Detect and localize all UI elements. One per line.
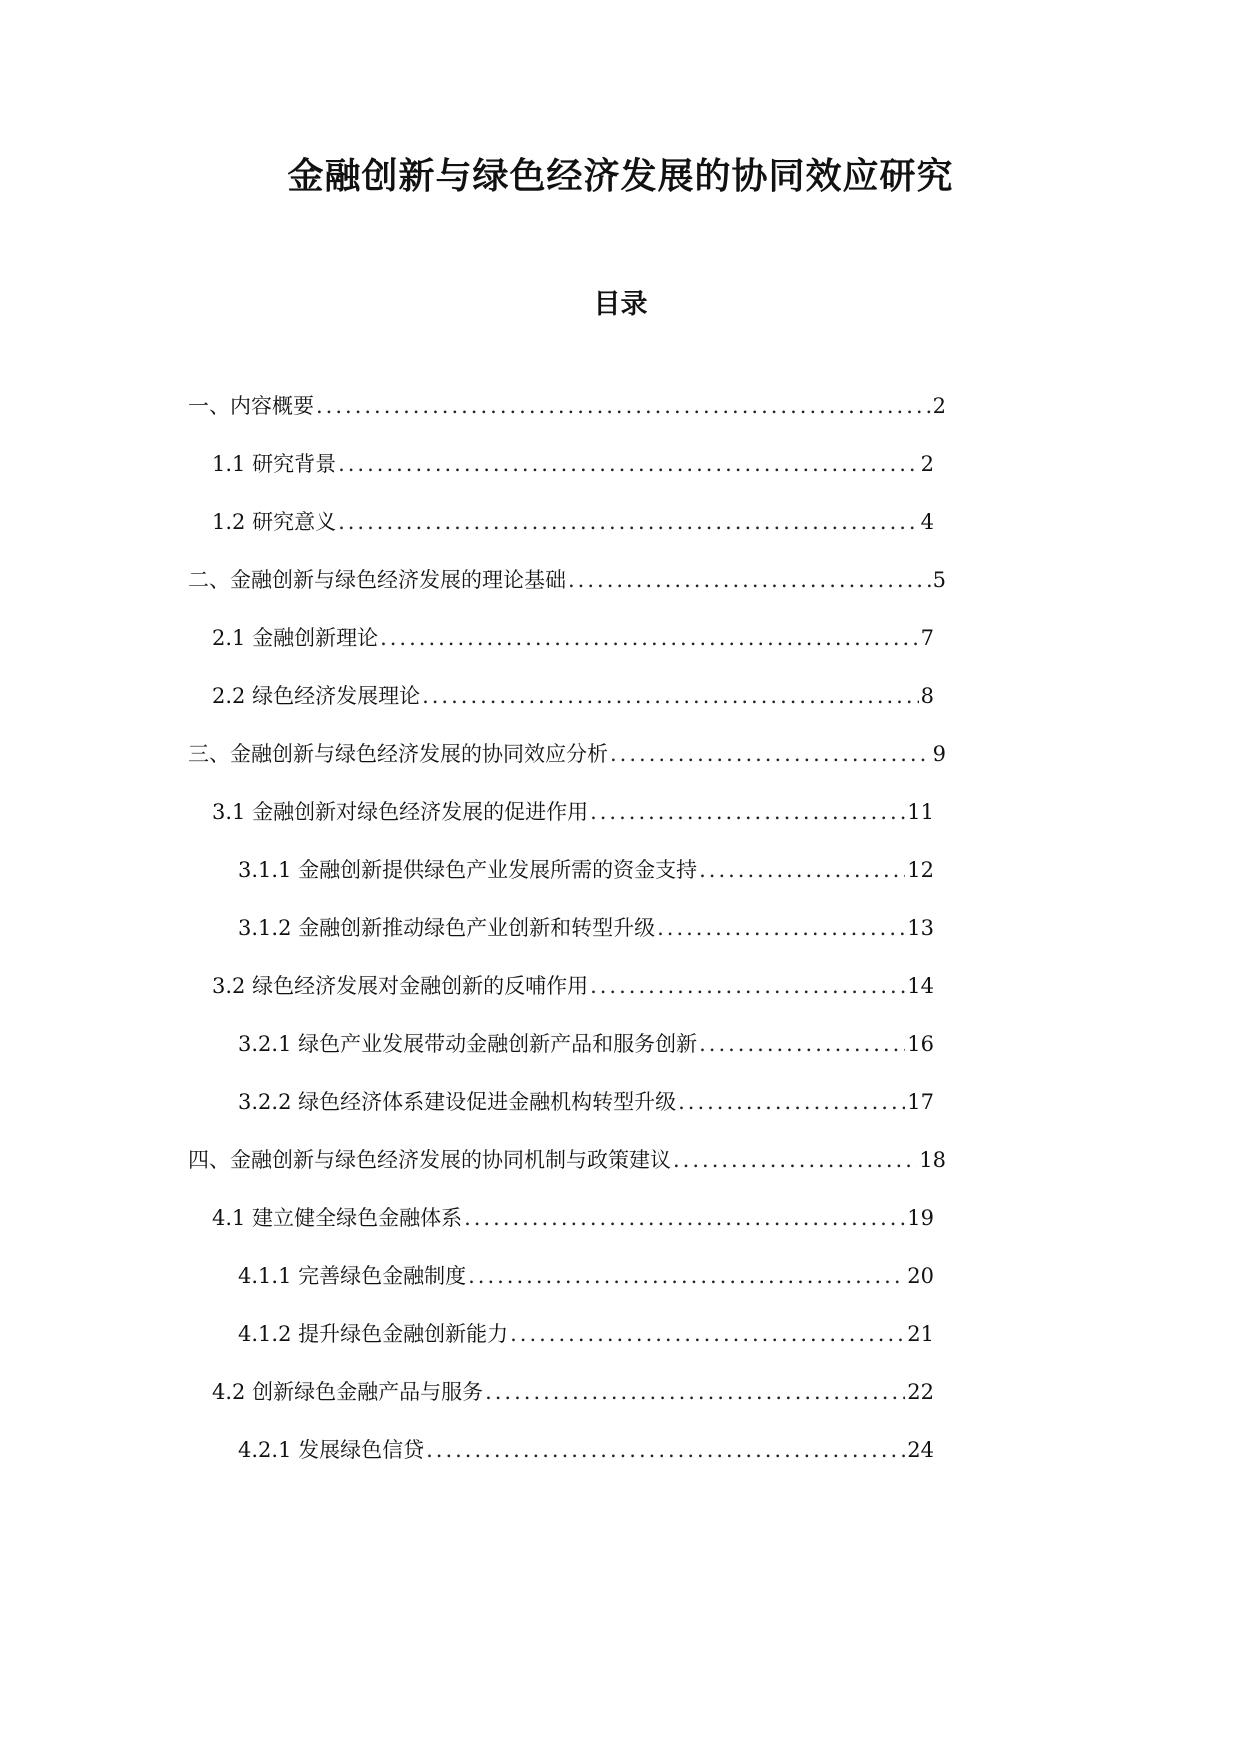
toc-entry-label: 3.1.2 金融创新推动绿色产业创新和转型升级 xyxy=(238,916,656,940)
toc-dot-leader xyxy=(338,444,919,484)
toc-entry[interactable] xyxy=(238,1430,934,1470)
toc-dot-leader xyxy=(338,502,919,542)
toc-entry[interactable] xyxy=(238,908,934,948)
toc-dot-leader xyxy=(485,1372,905,1412)
toc-entry-page: 4 xyxy=(920,510,934,534)
toc-entry[interactable] xyxy=(212,792,934,832)
toc-entry-page: 16 xyxy=(907,1032,934,1056)
toc-entry-label: 4.2.1 发展绿色信贷 xyxy=(238,1438,425,1462)
toc-entry-page: 2 xyxy=(920,452,934,476)
toc-entry[interactable] xyxy=(238,1256,934,1296)
toc-dot-leader xyxy=(510,1314,905,1354)
toc-entry-page: 20 xyxy=(907,1264,934,1288)
toc-entry[interactable] xyxy=(212,966,934,1006)
toc-entry-label: 3.2.2 绿色经济体系建设促进金融机构转型升级 xyxy=(238,1090,677,1114)
toc-entry-page: 24 xyxy=(907,1438,934,1462)
toc-entry-label: 4.2 创新绿色金融产品与服务 xyxy=(212,1380,484,1404)
toc-entry-page: 19 xyxy=(907,1206,934,1230)
toc-dot-leader xyxy=(673,1140,917,1180)
toc-entry-page: 7 xyxy=(920,626,934,650)
toc-entry-page: 22 xyxy=(907,1380,934,1404)
toc-entry[interactable] xyxy=(188,1140,946,1180)
toc-entry-label: 二、金融创新与绿色经济发展的理论基础 xyxy=(188,568,566,592)
document-title: 金融创新与绿色经济发展的协同效应研究 xyxy=(287,155,954,197)
toc-entry-page: 12 xyxy=(907,858,934,882)
toc-entry[interactable] xyxy=(212,1198,934,1238)
toc-entry[interactable] xyxy=(188,386,946,426)
toc-entry-label: 3.2.1 绿色产业发展带动金融创新产品和服务创新 xyxy=(238,1032,698,1056)
toc-dot-leader xyxy=(568,560,931,600)
toc-dot-leader xyxy=(422,676,919,716)
toc-entry-label: 4.1 建立健全绿色金融体系 xyxy=(212,1206,463,1230)
toc-entry[interactable] xyxy=(238,850,934,890)
toc-entry-label: 2.1 金融创新理论 xyxy=(212,626,379,650)
toc-entry[interactable] xyxy=(238,1082,934,1122)
toc-dot-leader xyxy=(426,1430,905,1470)
toc-entry-label: 4.1.2 提升绿色金融创新能力 xyxy=(238,1322,509,1346)
toc-entry-page: 21 xyxy=(907,1322,934,1346)
toc-entry-label: 一、内容概要 xyxy=(188,394,314,418)
toc-entry-page: 17 xyxy=(907,1090,934,1114)
toc-entry-label: 4.1.1 完善绿色金融制度 xyxy=(238,1264,467,1288)
toc-entry[interactable] xyxy=(212,502,934,542)
toc-entry-label: 3.1.1 金融创新提供绿色产业发展所需的资金支持 xyxy=(238,858,698,882)
toc-dot-leader xyxy=(380,618,919,658)
toc-heading: 目录 xyxy=(593,289,648,320)
toc-dot-leader xyxy=(468,1256,905,1296)
toc-entry-label: 四、金融创新与绿色经济发展的协同机制与政策建议 xyxy=(188,1148,671,1172)
toc-entry-label: 2.2 绿色经济发展理论 xyxy=(212,684,421,708)
toc-entry-page: 11 xyxy=(907,800,934,824)
toc-entry[interactable] xyxy=(238,1024,934,1064)
toc-entry[interactable] xyxy=(238,1314,934,1354)
toc-dot-leader xyxy=(699,850,905,890)
toc-dot-leader xyxy=(464,1198,905,1238)
toc-entry-page: 13 xyxy=(907,916,934,940)
toc-entry-label: 1.2 研究意义 xyxy=(212,510,337,534)
toc-entry[interactable] xyxy=(212,676,934,716)
toc-dot-leader xyxy=(678,1082,905,1122)
toc-entry-page: 18 xyxy=(919,1148,946,1172)
toc-entry-page: 2 xyxy=(932,394,946,418)
toc-entry-label: 三、金融创新与绿色经济发展的协同效应分析 xyxy=(188,742,608,766)
toc-dot-leader xyxy=(316,386,931,426)
toc-dot-leader xyxy=(590,966,905,1006)
toc-dot-leader xyxy=(610,734,931,774)
toc-dot-leader xyxy=(699,1024,905,1064)
toc-entry-page: 14 xyxy=(907,974,934,998)
toc-entry[interactable] xyxy=(212,444,934,484)
toc-dot-leader xyxy=(657,908,905,948)
toc-entry[interactable] xyxy=(212,618,934,658)
toc-entry[interactable] xyxy=(188,734,946,774)
toc-entry[interactable] xyxy=(188,560,946,600)
toc-entry-label: 3.1 金融创新对绿色经济发展的促进作用 xyxy=(212,800,589,824)
toc-dot-leader xyxy=(590,792,905,832)
toc-entry-label: 1.1 研究背景 xyxy=(212,452,337,476)
toc-entry-page: 9 xyxy=(932,742,946,766)
toc-entry[interactable] xyxy=(212,1372,934,1412)
toc-entry-page: 8 xyxy=(920,684,934,708)
toc-entry-page: 5 xyxy=(932,568,946,592)
toc-entry-label: 3.2 绿色经济发展对金融创新的反哺作用 xyxy=(212,974,589,998)
